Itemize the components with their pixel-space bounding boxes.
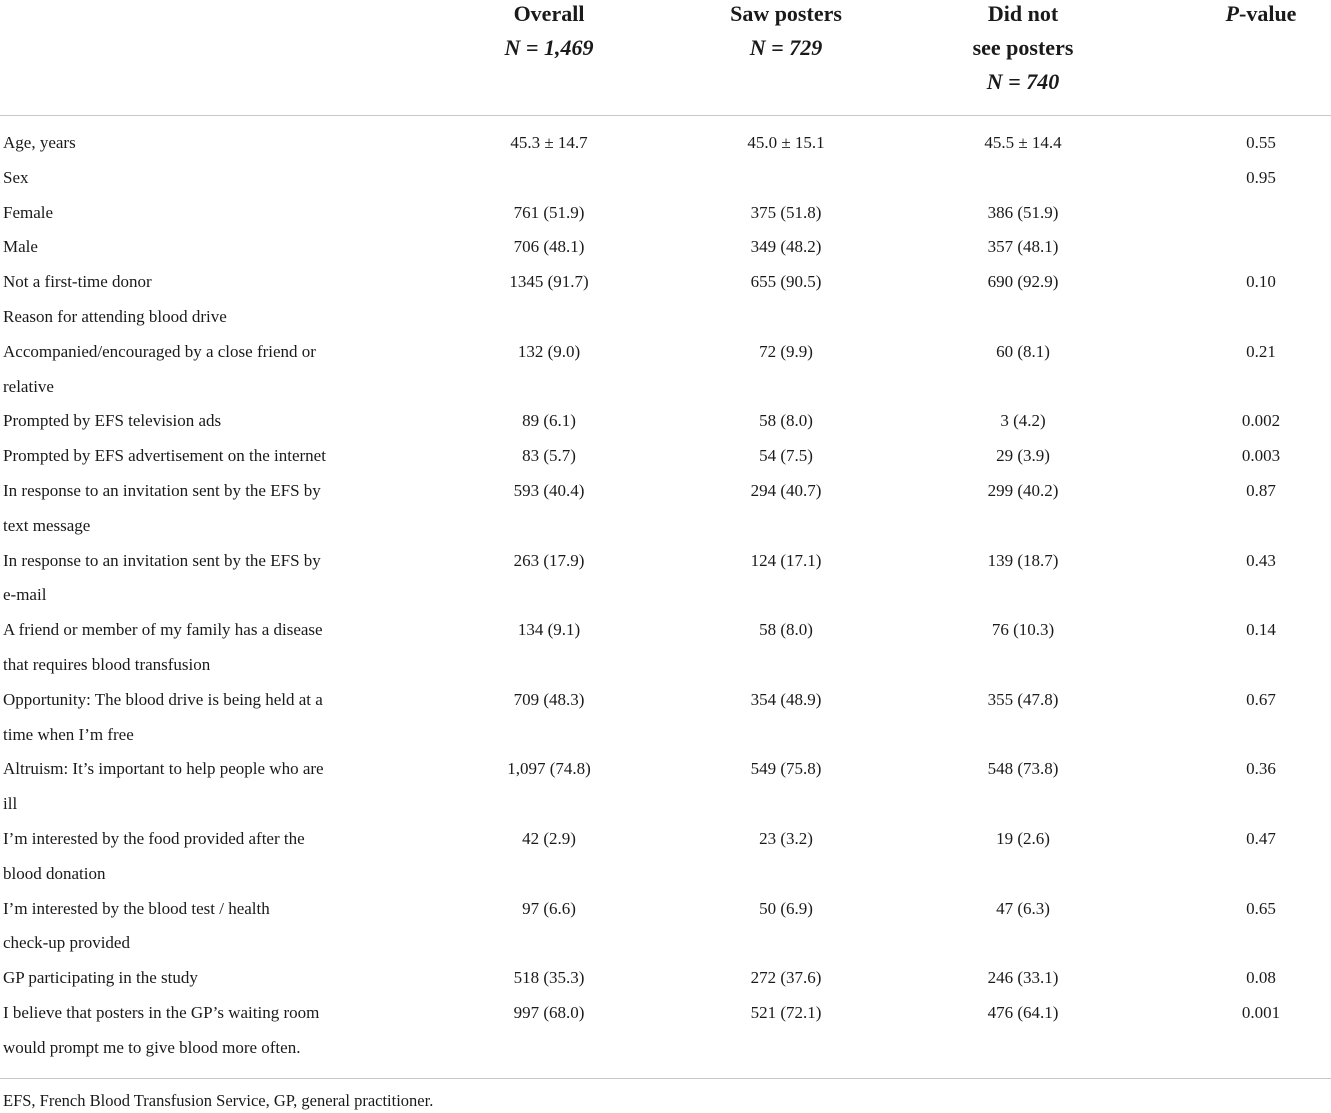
cell-did-not-see: 139 (18.7) xyxy=(987,550,1059,570)
cell-p-value: 0.08 xyxy=(1246,968,1276,988)
row-label xyxy=(3,265,378,300)
cell-saw-posters: 124 (17.1) xyxy=(750,550,822,570)
cell-p-value: 0.47 xyxy=(1246,828,1276,848)
row-label-line: time when I’m free xyxy=(3,724,134,744)
cell-overall: 1345 (91.7) xyxy=(509,272,589,292)
header-line: P-value xyxy=(1225,1,1297,26)
cell-saw-posters: 549 (75.8) xyxy=(750,759,822,779)
cell-saw-posters: 272 (37.6) xyxy=(750,968,822,988)
row-label-line: A friend or member of my family has a disease xyxy=(3,620,323,640)
header-saw-posters xyxy=(686,0,886,65)
cell-p-value: 0.14 xyxy=(1246,620,1276,640)
row-label xyxy=(3,196,378,231)
row-label xyxy=(3,161,378,196)
row-label-line: relative xyxy=(3,376,54,396)
header-divider xyxy=(0,115,1331,116)
cell-saw-posters: 349 (48.2) xyxy=(750,237,822,257)
cell-saw-posters: 521 (72.1) xyxy=(750,1002,822,1022)
cell-overall: 593 (40.4) xyxy=(513,480,585,500)
row-label-line: that requires blood transfusion xyxy=(3,654,211,674)
cell-saw-posters: 50 (6.9) xyxy=(759,898,813,918)
row-label-line: text message xyxy=(3,515,91,535)
cell-p-value: 0.36 xyxy=(1246,759,1276,779)
row-label xyxy=(3,230,378,265)
cell-p-value: 0.95 xyxy=(1246,167,1276,187)
cell-did-not-see: 3 (4.2) xyxy=(1000,411,1046,431)
table-row xyxy=(0,230,1331,265)
table-row xyxy=(0,961,1331,996)
row-label xyxy=(3,404,378,439)
table-row xyxy=(0,474,1331,544)
table-row xyxy=(0,613,1331,683)
row-label-line: Reason for attending blood drive xyxy=(3,306,227,326)
row-label-line: Altruism: It’s important to help people who are xyxy=(3,759,324,779)
cell-overall: 89 (6.1) xyxy=(522,411,576,431)
row-label-line: e-mail xyxy=(3,585,47,605)
cell-saw-posters: 23 (3.2) xyxy=(759,828,813,848)
row-label xyxy=(3,126,378,161)
cell-overall: 1,097 (74.8) xyxy=(507,759,591,779)
cell-did-not-see: 47 (6.3) xyxy=(996,898,1050,918)
row-label xyxy=(3,752,378,822)
cell-did-not-see: 19 (2.6) xyxy=(996,828,1050,848)
table-row xyxy=(0,892,1331,962)
footer-divider xyxy=(0,1078,1331,1079)
cell-overall: 997 (68.0) xyxy=(513,1002,585,1022)
cell-saw-posters: 375 (51.8) xyxy=(750,202,822,222)
header-did-not-see-posters xyxy=(923,0,1123,99)
cell-did-not-see: 355 (47.8) xyxy=(987,689,1059,709)
table-header xyxy=(0,0,1331,116)
row-label-line: ill xyxy=(3,794,18,814)
cell-saw-posters: 294 (40.7) xyxy=(750,480,822,500)
row-label-line: Female xyxy=(3,202,54,222)
cell-saw-posters: 54 (7.5) xyxy=(759,446,813,466)
table-row xyxy=(0,196,1331,231)
cell-overall: 263 (17.9) xyxy=(513,550,585,570)
header-line: Saw posters xyxy=(730,1,842,26)
row-label-line: Opportunity: The blood drive is being held at a xyxy=(3,689,323,709)
row-label-line: I’m interested by the food provided after the xyxy=(3,828,305,848)
cell-saw-posters: 655 (90.5) xyxy=(750,272,822,292)
table-row xyxy=(0,439,1331,474)
row-label-line: Male xyxy=(3,237,38,257)
cell-p-value: 0.003 xyxy=(1241,446,1281,466)
row-label xyxy=(3,544,378,614)
cell-p-value: 0.87 xyxy=(1246,480,1276,500)
row-label-line: would prompt me to give blood more often. xyxy=(3,1037,301,1057)
header-line: N = 1,469 xyxy=(504,35,594,60)
row-label-line: Prompted by EFS television ads xyxy=(3,411,222,431)
cell-overall: 761 (51.9) xyxy=(513,202,585,222)
cell-did-not-see: 386 (51.9) xyxy=(987,202,1059,222)
cell-saw-posters: 45.0 ± 15.1 xyxy=(747,133,825,152)
table-row xyxy=(0,265,1331,300)
cell-p-value: 0.10 xyxy=(1246,272,1276,292)
row-label xyxy=(3,961,378,996)
cell-overall: 97 (6.6) xyxy=(522,898,576,918)
cell-overall: 42 (2.9) xyxy=(522,828,576,848)
row-label xyxy=(3,683,378,753)
row-label xyxy=(3,335,378,405)
cell-overall: 134 (9.1) xyxy=(517,620,581,640)
cell-did-not-see: 548 (73.8) xyxy=(987,759,1059,779)
row-label xyxy=(3,613,378,683)
header-line: see posters xyxy=(972,35,1074,60)
row-label-line: Prompted by EFS advertisement on the internet xyxy=(3,446,326,466)
table-row xyxy=(0,822,1331,892)
row-label xyxy=(3,439,378,474)
cell-did-not-see: 76 (10.3) xyxy=(991,620,1055,640)
header-line: Overall xyxy=(513,1,585,26)
row-label-line: In response to an invitation sent by the EFS by xyxy=(3,550,321,570)
cell-did-not-see: 690 (92.9) xyxy=(987,272,1059,292)
row-label-line: I’m interested by the blood test / health xyxy=(3,898,270,918)
header-p-value xyxy=(1161,0,1331,31)
table-row xyxy=(0,126,1331,161)
row-label-line: Age, years xyxy=(3,133,76,152)
cell-p-value: 0.55 xyxy=(1246,133,1276,152)
cell-did-not-see: 357 (48.1) xyxy=(987,237,1059,257)
row-label xyxy=(3,822,378,892)
table-row xyxy=(0,752,1331,822)
row-label xyxy=(3,892,378,962)
cell-p-value: 0.002 xyxy=(1241,411,1281,431)
table-row xyxy=(0,335,1331,405)
header-line: N = 729 xyxy=(749,35,823,60)
cell-did-not-see: 60 (8.1) xyxy=(996,341,1050,361)
cell-overall: 709 (48.3) xyxy=(513,689,585,709)
cell-did-not-see: 29 (3.9) xyxy=(996,446,1050,466)
cell-p-value: 0.001 xyxy=(1241,1002,1281,1022)
row-label-line: I believe that posters in the GP’s waiting room xyxy=(3,1002,320,1022)
row-label-line: blood donation xyxy=(3,863,106,883)
row-label-line: check-up provided xyxy=(3,933,130,953)
row-label-line: GP participating in the study xyxy=(3,968,198,988)
table-row xyxy=(0,544,1331,614)
cell-saw-posters: 72 (9.9) xyxy=(759,341,813,361)
cell-did-not-see: 45.5 ± 14.4 xyxy=(984,133,1062,152)
table-row xyxy=(0,683,1331,753)
table-row xyxy=(0,996,1331,1066)
header-line: N = 740 xyxy=(986,69,1060,94)
row-label xyxy=(3,474,378,544)
cell-saw-posters: 354 (48.9) xyxy=(750,689,822,709)
cell-did-not-see: 246 (33.1) xyxy=(987,968,1059,988)
cell-overall: 518 (35.3) xyxy=(513,968,585,988)
table-row xyxy=(0,161,1331,196)
cell-saw-posters: 58 (8.0) xyxy=(759,620,813,640)
row-label xyxy=(3,996,378,1066)
header-line: Did not xyxy=(987,1,1059,26)
row-label xyxy=(3,300,378,335)
table-row xyxy=(0,404,1331,439)
cell-overall: 706 (48.1) xyxy=(513,237,585,257)
row-label-line: Sex xyxy=(3,167,29,187)
cell-saw-posters: 58 (8.0) xyxy=(759,411,813,431)
table-body xyxy=(0,126,1331,1066)
cell-p-value: 0.43 xyxy=(1246,550,1276,570)
table-footnote: EFS, French Blood Transfusion Service, GP, general practitioner. xyxy=(3,1091,434,1110)
header-overall xyxy=(449,0,649,65)
cell-p-value: 0.67 xyxy=(1246,689,1276,709)
cell-overall: 132 (9.0) xyxy=(517,341,581,361)
cell-did-not-see: 476 (64.1) xyxy=(987,1002,1059,1022)
cell-overall: 83 (5.7) xyxy=(522,446,576,466)
row-label-line: Not a first-time donor xyxy=(3,272,152,292)
table-row xyxy=(0,300,1331,335)
row-label-line: In response to an invitation sent by the EFS by xyxy=(3,480,321,500)
cell-p-value: 0.65 xyxy=(1246,898,1276,918)
cell-overall: 45.3 ± 14.7 xyxy=(510,133,588,152)
row-label-line: Accompanied/encouraged by a close friend or xyxy=(3,341,316,361)
cell-p-value: 0.21 xyxy=(1246,341,1276,361)
cell-did-not-see: 299 (40.2) xyxy=(987,480,1059,500)
